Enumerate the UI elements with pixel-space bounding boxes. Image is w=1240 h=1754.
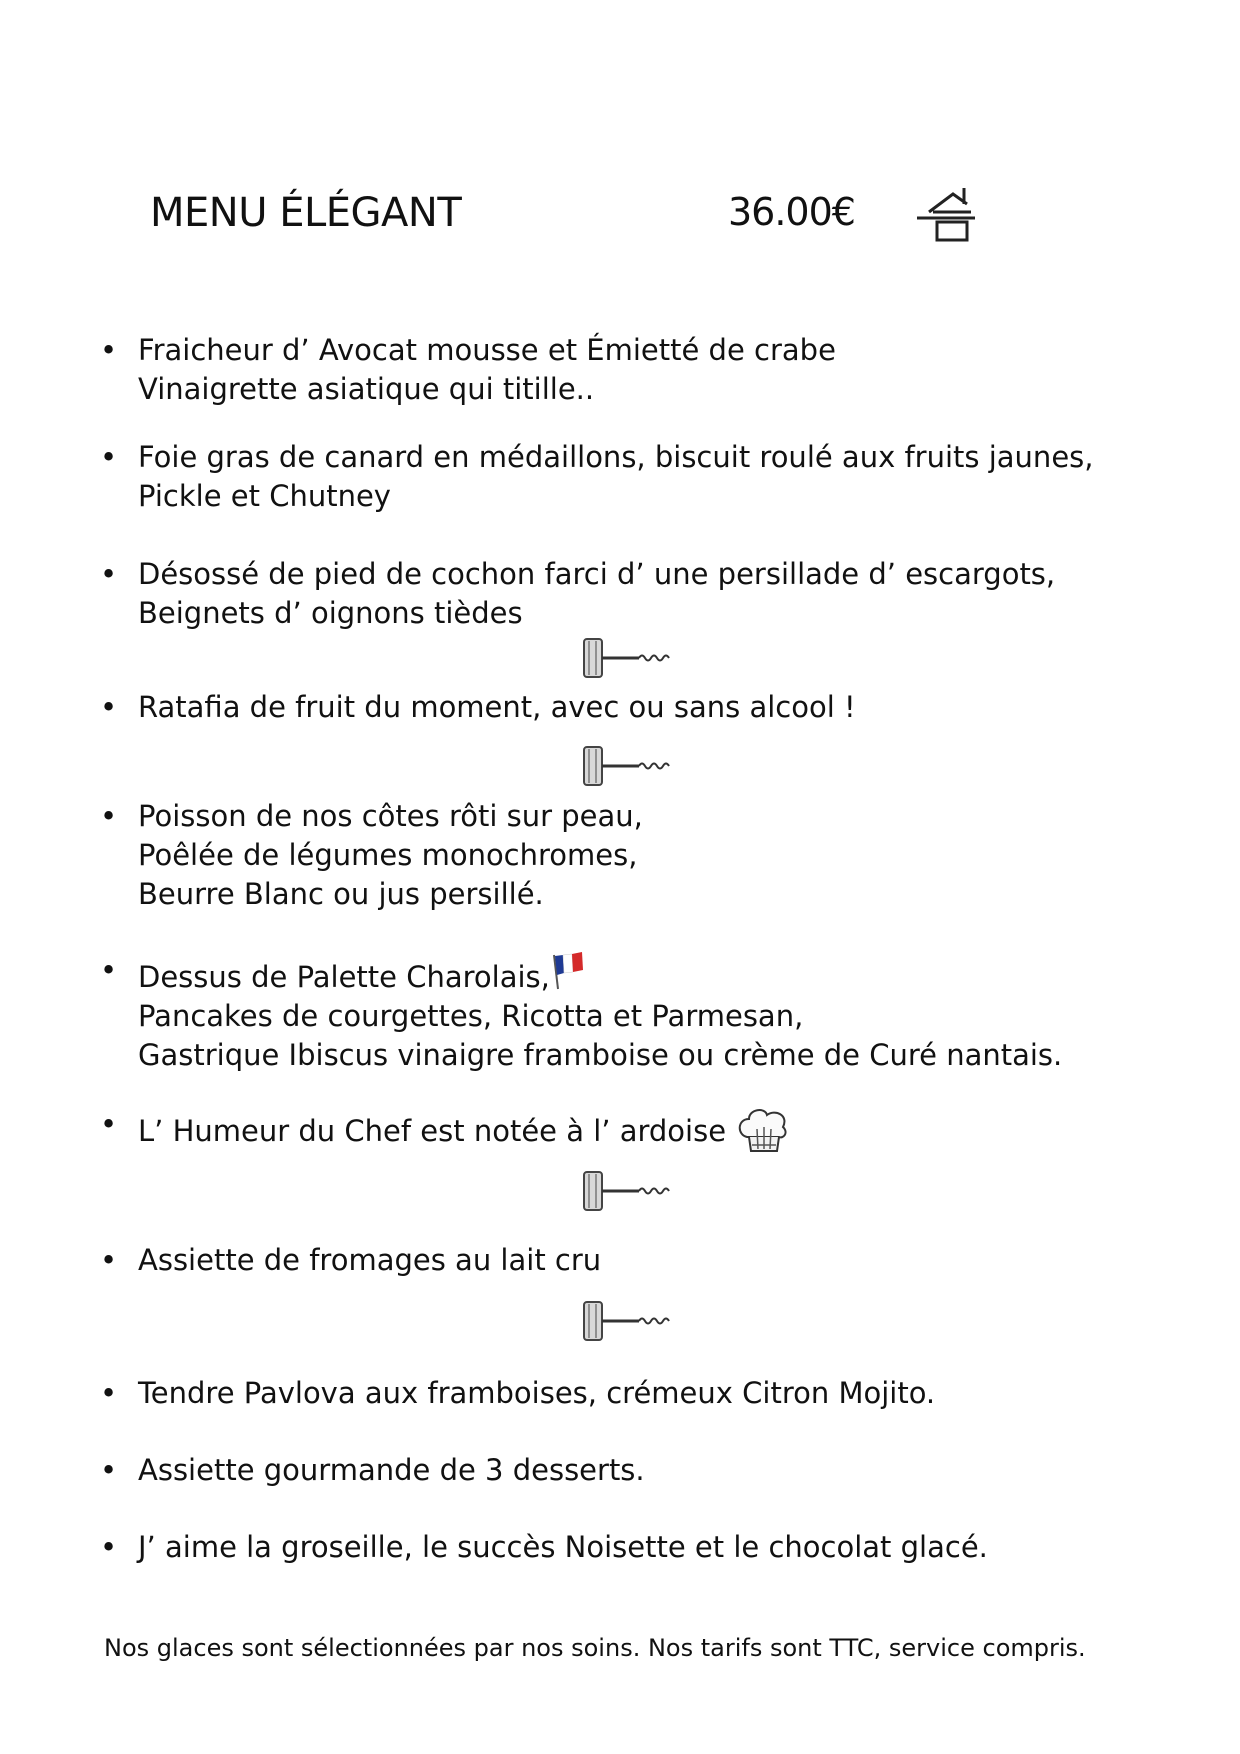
menu-item-line: Poisson de nos côtes rôti sur peau,: [138, 799, 643, 833]
bullet: •: [100, 953, 118, 987]
bullet: •: [100, 1107, 118, 1141]
menu-item-line: L’ Humeur du Chef est notée à l’ ardoise: [138, 1114, 727, 1148]
menu-price: 36.00€: [728, 190, 855, 234]
menu-item-line: Gastrique Ibiscus vinaigre framboise ou crème de Curé nantais.: [138, 1038, 1063, 1072]
menu-item-line: Assiette gourmande de 3 desserts.: [138, 1453, 645, 1487]
menu-item-line: J’ aime la groseille, le succès Noisette et le chocolat glacé.: [138, 1530, 988, 1564]
bullet: •: [100, 690, 118, 724]
menu-item-line: Assiette de fromages au lait cru: [138, 1243, 602, 1277]
menu-title: MENU ÉLÉGANT: [150, 190, 462, 236]
chef-hat-icon: [735, 1105, 791, 1157]
menu-item-line: Désossé de pied de cochon farci d’ une persillade d’ escargots,: [138, 557, 1056, 591]
bullet: •: [100, 440, 118, 474]
menu-item-line: Beurre Blanc ou jus persillé.: [138, 877, 544, 911]
house-icon: [915, 186, 979, 244]
footer-note: Nos glaces sont sélectionnées par nos soins. Nos tarifs sont TTC, service compris.: [104, 1634, 1086, 1662]
bullet: •: [100, 333, 118, 367]
bullet: •: [100, 1376, 118, 1410]
bullet: •: [100, 799, 118, 833]
menu-header: [150, 190, 1050, 260]
corkscrew-icon: [583, 1168, 683, 1214]
french-flag-icon: [550, 951, 586, 991]
menu-item-line: Dessus de Palette Charolais,: [138, 960, 550, 994]
corkscrew-icon: [583, 743, 683, 789]
corkscrew-icon: [583, 1298, 683, 1344]
menu-item-line: Beignets d’ oignons tièdes: [138, 596, 523, 630]
menu-item-line: Pickle et Chutney: [138, 479, 391, 513]
corkscrew-icon: [583, 635, 683, 681]
menu-item-line: Poêlée de légumes monochromes,: [138, 838, 638, 872]
menu-item-line: Ratafia de fruit du moment, avec ou sans alcool !: [138, 690, 856, 724]
bullet: •: [100, 1243, 118, 1277]
bullet: •: [100, 557, 118, 591]
menu-item-line: Vinaigrette asiatique qui titille..: [138, 372, 595, 406]
menu-item-line: Pancakes de courgettes, Ricotta et Parmesan,: [138, 999, 804, 1033]
bullet: •: [100, 1453, 118, 1487]
menu-item-line: Foie gras de canard en médaillons, biscuit roulé aux fruits jaunes,: [138, 440, 1094, 474]
bullet: •: [100, 1530, 118, 1564]
menu-item-line: Tendre Pavlova aux framboises, crémeux Citron Mojito.: [138, 1376, 936, 1410]
menu-item-line: Fraicheur d’ Avocat mousse et Émietté de crabe: [138, 333, 836, 367]
